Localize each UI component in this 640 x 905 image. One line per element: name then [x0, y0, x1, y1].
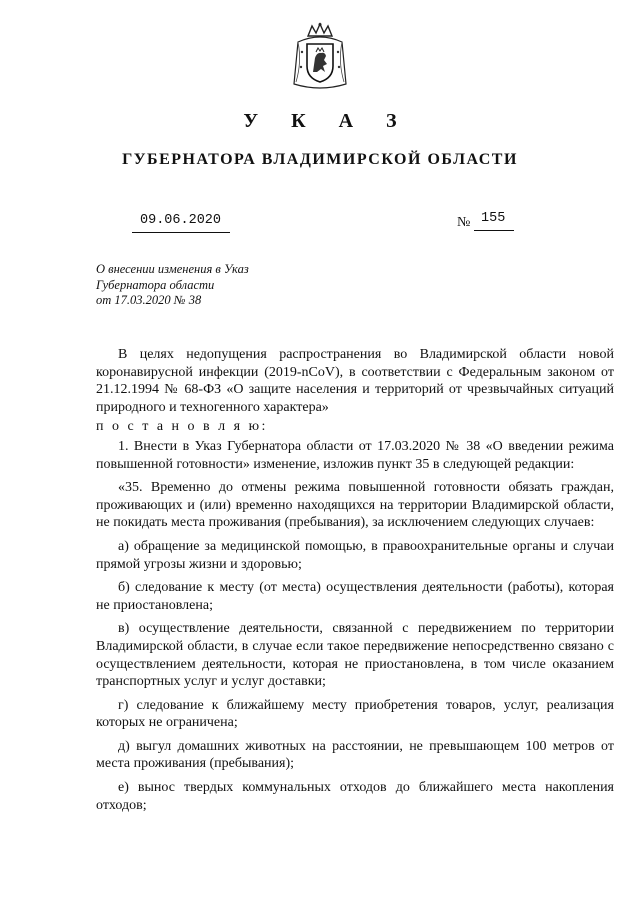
- case-e-paragraph: е) вынос твердых коммунальных отходов до ближайшего места накопления отходов;: [96, 780, 614, 813]
- item-35-paragraph: «35. Временно до отмены режима повышенной готовности обязать граждан, проживающих и (или) временно находящихся на территории Владимирской области, не покидать места проживания (пребывания), за исключением следующих случаев:: [96, 480, 614, 531]
- document-title: У К А З: [243, 110, 411, 132]
- case-b-paragraph: б) следование к месту (от места) осуществления деятельности (работы), которая не приостановлена;: [96, 580, 614, 613]
- coat-of-arms-icon: [290, 22, 350, 92]
- subject-line: Губернатора области: [96, 277, 215, 292]
- document-subtitle: ГУБЕРНАТОРА ВЛАДИМИРСКОЙ ОБЛАСТИ: [122, 151, 518, 168]
- case-d-paragraph: д) выгул домашних животных на расстоянии, не превышающем 100 метров от места проживания (пребывания);: [96, 738, 614, 772]
- document-body: [96, 346, 614, 820]
- case-a-paragraph: а) обращение за медицинской помощью, в правоохранительные органы и случаи прямой угрозы жизни и здоровью;: [96, 538, 614, 572]
- subject-line: от 17.03.2020 № 38: [96, 293, 202, 307]
- number-sign: №: [457, 215, 471, 230]
- case-g-paragraph: г) следование к ближайшему месту приобретения товаров, услуг, реализация которых не ограничена;: [96, 697, 614, 731]
- decree-word: п о с т а н о в л я ю:: [96, 419, 268, 435]
- document-number: 155: [481, 211, 506, 226]
- intro-paragraph: В целях недопущения распространения во Владимирской области новой коронавирусной инфекции (2019-nCoV), в соответствии с Федеральным законом от 21.12.1994 № 68-ФЗ «О защите населения и территорий от чрезвычайных ситуаций природного и техногенного характера»: [96, 347, 614, 415]
- subject-line: О внесении изменения в Указ: [96, 262, 249, 276]
- item-1-paragraph: 1. Внести в Указ Губернатора области от 17.03.2020 № 38 «О введении режима повышенной готовности» изменение, изложив пункт 35 в следующей редакции:: [96, 438, 614, 472]
- document-date: 09.06.2020: [140, 213, 222, 228]
- case-v-paragraph: в) осуществление деятельности, связанной с передвижением по территории Владимирской области, в случае если такое передвижение непосредственно связано с осуществлением деятельности, которая не приостановлена, в том числе оказанием транспортных услуг и услуг доставки;: [96, 621, 614, 690]
- document-subject: [96, 262, 316, 309]
